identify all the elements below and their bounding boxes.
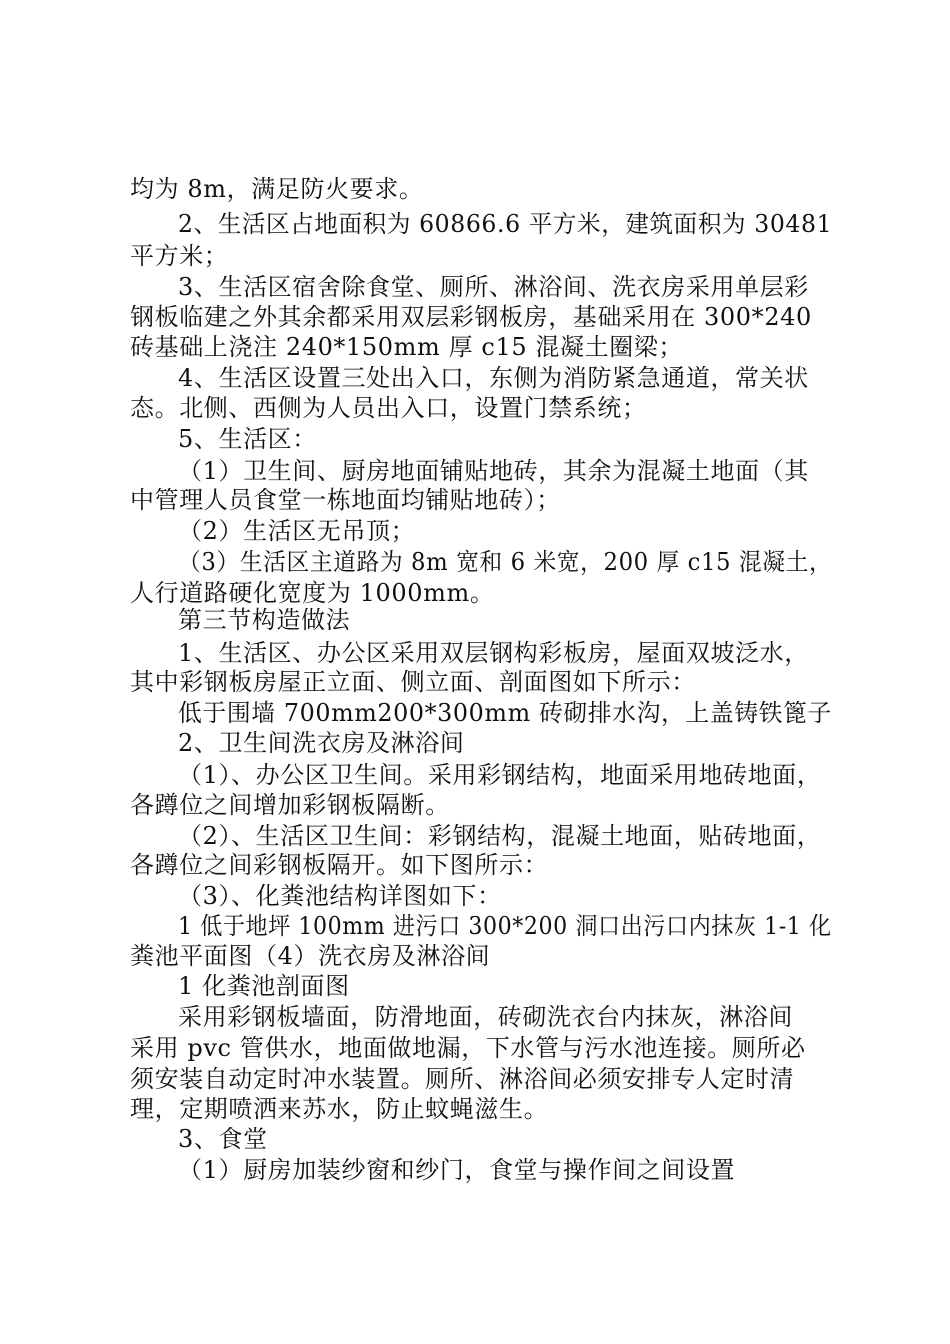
text-line: （1）厨房加装纱窗和纱门，食堂与操作间之间设置 — [178, 1156, 736, 1184]
text-line: 采用彩钢板墙面，防滑地面，砖砌洗衣台内抹灰，淋浴间 — [178, 1003, 793, 1031]
text-line: 1、生活区、办公区采用双层钢构彩板房，屋面双坡泛水， — [178, 639, 809, 667]
text-line: 1 低于地坪 100mm 进污口 300*200 洞口出污口内抹灰 1-1 化 — [178, 912, 832, 940]
text-line: 人行道路硬化宽度为 1000mm。 — [130, 579, 495, 607]
text-line: （2）、生活区卫生间：彩钢结构，混凝土地面，贴砖地面， — [178, 822, 822, 850]
text-line: 各蹲位之间增加彩钢板隔断。 — [130, 791, 450, 819]
text-line: 5、生活区： — [178, 425, 317, 453]
text-line: （2）生活区无吊顶； — [178, 517, 416, 545]
text-line: 3、食堂 — [178, 1125, 268, 1153]
text-line: 采用 pvc 管供水，地面做地漏，下水管与污水池连接。厕所必 — [130, 1034, 806, 1062]
section-heading: 第三节构造做法 — [178, 606, 351, 634]
text-line: 低于围墙 700mm200*300mm 砖砌排水沟，上盖铸铁篦子 — [178, 699, 832, 727]
text-line: 粪池平面图（4）洗衣房及淋浴间 — [130, 942, 491, 970]
text-line: 3、生活区宿舍除食堂、厕所、淋浴间、洗衣房采用单层彩 — [178, 273, 809, 301]
text-line: 1 化粪池剖面图 — [178, 972, 350, 1000]
text-line: 须安装自动定时冲水装置。厕所、淋浴间必须安排专人定时清 — [130, 1065, 795, 1093]
text-line: 2、卫生间洗衣房及淋浴间 — [178, 729, 465, 757]
text-line: （3）、化粪池结构详图如下： — [178, 882, 502, 910]
text-line: （3）生活区主道路为 8m 宽和 6 米宽，200 厚 c15 混凝土， — [178, 548, 833, 576]
text-line: 4、生活区设置三处出入口，东侧为消防紧急通道，常关状 — [178, 364, 809, 392]
text-line: （1）、办公区卫生间。采用彩钢结构，地面采用地砖地面， — [178, 761, 822, 789]
text-line: 钢板临建之外其余都采用双层彩钢板房，基础采用在 300*240 — [130, 303, 812, 331]
text-line: 砖基础上浇注 240*150mm 厚 c15 混凝土圈梁； — [130, 333, 684, 361]
text-line: 态。北侧、西侧为人员出入口，设置门禁系统； — [130, 394, 647, 422]
text-line: （1）卫生间、厨房地面铺贴地砖，其余为混凝土地面（其 — [178, 457, 809, 485]
text-line: 平方米； — [130, 242, 229, 270]
text-line: 理，定期喷洒来苏水，防止蚊蝇滋生。 — [130, 1095, 549, 1123]
text-line: 各蹲位之间彩钢板隔开。如下图所示： — [130, 851, 549, 879]
text-line: 中管理人员食堂一栋地面均铺贴地砖）； — [130, 486, 561, 514]
text-line: 其中彩钢板房屋正立面、侧立面、剖面图如下所示： — [130, 668, 696, 696]
text-line: 均为 8m，满足防火要求。 — [130, 175, 424, 203]
text-line: 2、生活区占地面积为 60866.6 平方米，建筑面积为 30481 — [178, 210, 833, 238]
